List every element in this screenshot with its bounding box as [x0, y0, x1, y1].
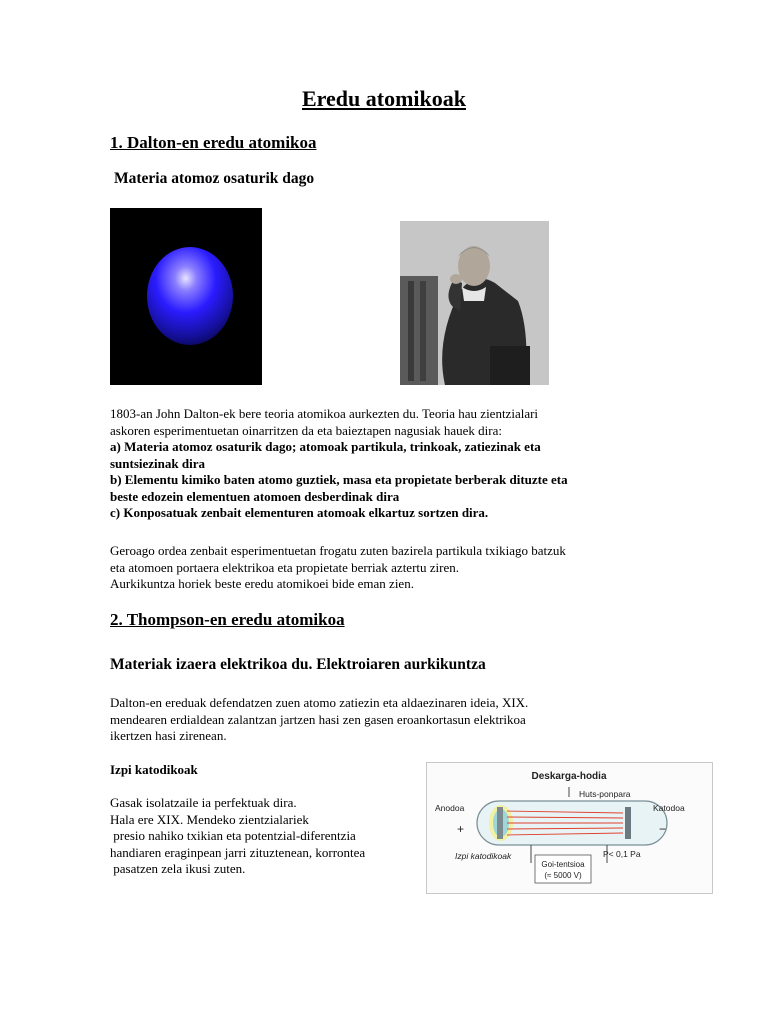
section-1-heading: 1. Dalton-en eredu atomikoa: [110, 133, 317, 152]
paragraph-line: mendearen erdialdean zalantzan jartzen hasi zen gasen eroankortasun elektrikoa: [110, 711, 526, 727]
dalton-portrait-image: [400, 221, 549, 385]
voltage-label: Goi-tentsioa: [541, 860, 585, 869]
paragraph-line: presio nahiko txikian eta potentzial-diferentzia: [110, 828, 356, 843]
paragraph-line: Hala ere XIX. Mendeko zientzialariek: [110, 811, 309, 827]
point-line: c) Konposatuak zenbait elementuren atomoak elkartuz sortzen dira.: [110, 505, 489, 520]
rays-label: Izpi katodikoak: [455, 851, 512, 861]
point-line: suntsiezinak dira: [110, 455, 205, 471]
point-line: beste edozein elementuen atomoen desberdinak dira: [110, 488, 400, 504]
paragraph-line: Gasak isolatzaile ia perfektuak dira.: [110, 795, 297, 810]
cathode-label: Katodoa: [653, 803, 685, 813]
anode-plate: [497, 807, 503, 839]
paragraph-line: eta atomoen portaera elektrikoa eta propietate berriak aztertu ziren.: [110, 559, 460, 575]
section-2-subheading: Materiak izaera elektrikoa du. Elektroiaren aurkikuntza: [110, 656, 486, 673]
point-line: b) Elementu kimiko baten atomo guztiek, masa eta propietate berberak dituzte eta: [110, 472, 568, 487]
izpi-heading: Izpi katodikoak: [110, 762, 198, 777]
paragraph-line: Dalton-en ereduak defendatzen zuen atomo zatiezin eta aldaezinaren ideia, XIX.: [110, 695, 529, 710]
point-line: a) Materia atomoz osaturik dago; atomoak partikula, trinkoak, zatiezinak eta: [110, 439, 541, 454]
page-title: Eredu atomikoak: [301, 86, 466, 111]
plus-sign: +: [457, 822, 465, 836]
intro-line: 1803-an John Dalton-ek bere teoria atomikoa aurkezten du. Teoria hau zientzialari: [110, 406, 539, 421]
paragraph-line: Aurkikuntza horiek beste eredu atomikoei bide eman zien.: [110, 576, 414, 591]
paragraph-line: Geroago ordea zenbait esperimentuetan frogatu zuten bazirela partikula txikiago batzuk: [110, 543, 566, 558]
section-2-intro: [110, 695, 528, 745]
atom-sphere-image: [110, 208, 262, 385]
section-1-after: [110, 543, 566, 593]
paragraph-line: pasatzen zela ikusi zuten.: [110, 861, 246, 876]
discharge-tube-diagram: [426, 762, 713, 894]
paragraph-line: ikertzen hasi zirenean.: [110, 728, 227, 743]
section-2-heading: 2. Thompson-en eredu atomikoa: [110, 610, 345, 629]
diagram-pump-label: Huts-ponpara: [579, 789, 631, 799]
voltage-value: (≈ 5000 V): [544, 871, 582, 880]
paragraph-line: handiaren eraginpean jarri zituztenean, korrontea: [110, 844, 366, 860]
minus-sign: −: [659, 822, 667, 836]
anode-label: Anodoa: [435, 803, 465, 813]
section-1-body: [110, 406, 568, 522]
izpi-body: [110, 795, 365, 878]
diagram-title: Deskarga-hodia: [531, 771, 607, 782]
section-1-subheading: Materia atomoz osaturik dago: [114, 170, 315, 187]
intro-line: askoren esperimentuetan oinarritzen da eta baieztapen nagusiak hauek dira:: [110, 422, 502, 438]
cathode-plate: [625, 807, 631, 839]
pressure-label: P< 0,1 Pa: [603, 849, 641, 859]
